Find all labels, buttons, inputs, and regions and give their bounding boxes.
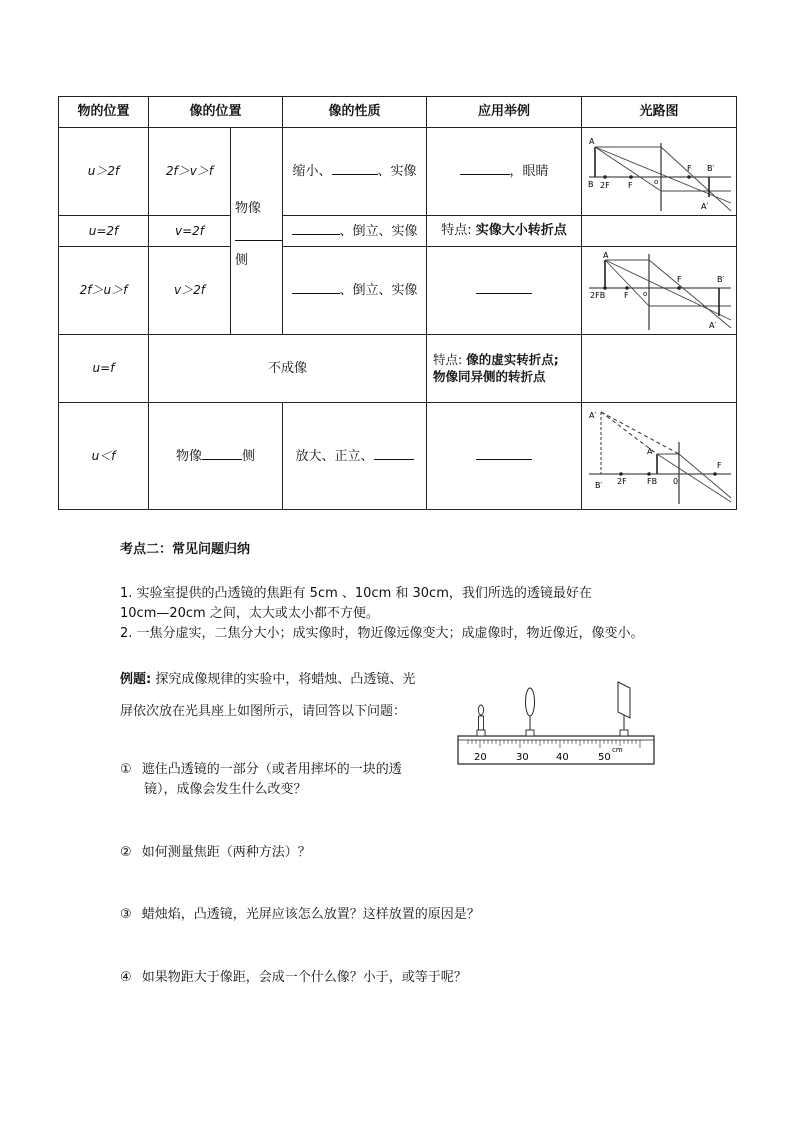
d2-dot-2fb bbox=[603, 286, 607, 290]
ray-diagram-2 bbox=[585, 250, 733, 332]
row1-nature-blank bbox=[332, 162, 378, 175]
row3-v: v＞2f bbox=[149, 247, 231, 335]
row2-app-bold: 实像大小转折点 bbox=[475, 223, 567, 239]
d3-dot-2f bbox=[619, 472, 623, 476]
d1-dot-f bbox=[629, 175, 633, 179]
bench-tick-50: 50 bbox=[598, 752, 611, 763]
row4-app-label: 特点: bbox=[433, 351, 463, 367]
row5-v-a: 物像 bbox=[175, 448, 202, 464]
row1-ray bbox=[582, 128, 737, 216]
side-blank bbox=[235, 228, 283, 241]
row3-ray bbox=[582, 247, 737, 335]
header-image-nature: 像的性质 bbox=[283, 97, 427, 128]
row1-nature bbox=[283, 128, 427, 216]
row2-app-label: 特点: bbox=[441, 223, 472, 239]
d2-label-F: F bbox=[624, 290, 629, 300]
question-1-line1: 遮住凸透镜的一部分（或者用摔坏的一块的透 bbox=[141, 762, 402, 777]
question-2-number: ② bbox=[120, 845, 132, 860]
row3-nature-blank bbox=[292, 281, 340, 294]
side-label-bottom: 侧 bbox=[235, 253, 249, 268]
candle-icon bbox=[477, 705, 485, 736]
row4-no-image: 不成像 bbox=[149, 335, 427, 403]
row5-u: u＜f bbox=[59, 403, 149, 510]
d3-label-O: 0 bbox=[673, 477, 679, 486]
example-text2: 屏依次放在光具座上如图所示，请回答以下问题： bbox=[120, 704, 407, 719]
d3-virtual-ray-a bbox=[601, 412, 679, 454]
question-1-line2: 镜），成像会发生什么改变？ bbox=[144, 782, 307, 797]
bench-unit: cm bbox=[612, 746, 623, 754]
d2-label-Bp: B′ bbox=[717, 274, 725, 284]
d3-label-FB: FB bbox=[647, 477, 658, 486]
d1-label-2F: 2F bbox=[600, 180, 610, 190]
row3-nature-b: 、倒立、实像 bbox=[339, 283, 418, 299]
d2-dot-f bbox=[625, 286, 629, 290]
header-ray-diagram: 光路图 bbox=[582, 97, 737, 128]
question-4-number: ④ bbox=[120, 970, 132, 985]
question-1-number: ① bbox=[120, 762, 132, 777]
row5-v-b: 侧 bbox=[242, 448, 256, 464]
question-4-text: 如果物距大于像距，会成一个什么像？小于，或等于呢？ bbox=[141, 970, 467, 985]
row5-v bbox=[149, 403, 283, 510]
row1-app-b: ，眼睛 bbox=[509, 164, 549, 180]
row2-nature-b: 、倒立、实像 bbox=[339, 223, 418, 239]
question-4 bbox=[120, 966, 467, 985]
question-3-number: ③ bbox=[120, 907, 132, 922]
optical-bench-figure bbox=[454, 680, 660, 772]
d1-label-F: F bbox=[628, 180, 633, 190]
header-application: 应用举例 bbox=[427, 97, 582, 128]
section-item2: 2. 一焦分虚实，二焦分大小；成实像时，物近像远像变大；成虚像时，物近像近，像变小。 bbox=[120, 626, 644, 641]
d1-ray-c bbox=[595, 147, 731, 203]
row4-u: u=f bbox=[59, 335, 149, 403]
example-line1 bbox=[120, 668, 415, 687]
d3-ray-b bbox=[679, 454, 731, 498]
convex-lens-icon bbox=[526, 688, 535, 736]
d1-label-B: B bbox=[588, 179, 594, 189]
lens-imaging-table bbox=[58, 96, 737, 510]
row2-v: v=2f bbox=[149, 216, 231, 247]
question-2 bbox=[120, 841, 311, 860]
section-title: 考点二：常见问题归纳 bbox=[120, 542, 251, 557]
d3-label-A: A bbox=[647, 447, 653, 456]
row5-ray bbox=[582, 403, 737, 510]
row4-app-bold2: 物像同异侧的转折点 bbox=[433, 368, 546, 384]
row1-app-blank bbox=[460, 162, 510, 175]
d1-ray-b bbox=[661, 147, 731, 211]
bench-tick-20: 20 bbox=[474, 752, 487, 763]
row5-v-blank bbox=[202, 447, 242, 460]
row2-u: u=2f bbox=[59, 216, 149, 247]
d1-label-Bp: B′ bbox=[707, 163, 715, 173]
row5-nature bbox=[283, 403, 427, 510]
d3-dot-f bbox=[647, 472, 651, 476]
ray-diagram-3 bbox=[585, 406, 733, 506]
d2-label-A: A bbox=[603, 250, 609, 260]
image-side-cell bbox=[231, 128, 283, 335]
row3-app bbox=[427, 247, 582, 335]
row2-nature-blank bbox=[292, 222, 340, 235]
row4-ray-empty bbox=[582, 335, 737, 403]
side-label-top: 物像 bbox=[235, 201, 262, 216]
row3-app-blank bbox=[476, 281, 532, 294]
row2-ray-empty bbox=[582, 216, 737, 247]
d2-label-2FB: 2FB bbox=[590, 290, 606, 300]
row2-app bbox=[427, 216, 582, 247]
section-item1-line2: 10cm—20cm 之间，太大或太小都不方便。 bbox=[120, 606, 379, 621]
d1-label-F-right: F bbox=[687, 163, 692, 173]
header-image-position: 像的位置 bbox=[149, 97, 283, 128]
row1-nature-a: 缩小、 bbox=[292, 164, 332, 180]
d1-label-A: A bbox=[589, 136, 595, 146]
section-item1-line1: 1. 实验室提供的凸透镜的焦距有 5cm 、10cm 和 30cm，我们所选的透镜最好在 bbox=[120, 586, 592, 601]
example-text1: 探究成像规律的实验中，将蜡烛、凸透镜、光 bbox=[155, 672, 416, 687]
example-label: 例题: bbox=[120, 672, 152, 687]
d1-dot-f-right bbox=[687, 175, 691, 179]
row1-app bbox=[427, 128, 582, 216]
d1-label-Ap: A′ bbox=[701, 201, 709, 211]
row5-nature-a: 放大、正立、 bbox=[295, 448, 374, 464]
question-3 bbox=[120, 903, 480, 922]
row2-nature bbox=[283, 216, 427, 247]
d3-label-2F: 2F bbox=[617, 477, 627, 486]
row1-nature-b: 、实像 bbox=[377, 164, 417, 180]
header-object-position: 物的位置 bbox=[59, 97, 149, 128]
row5-nature-blank bbox=[374, 447, 414, 460]
d3-label-Ap: A′ bbox=[589, 411, 597, 420]
d2-ray-c bbox=[605, 260, 731, 320]
row4-app bbox=[427, 335, 582, 403]
question-3-text: 蜡烛焰，凸透镜，光屏应该怎么放置？这样放置的原因是？ bbox=[141, 907, 480, 922]
row3-u: 2f＞u＞f bbox=[59, 247, 149, 335]
row5-app-blank bbox=[476, 447, 532, 460]
question-2-text: 如何测量焦距（两种方法）？ bbox=[141, 845, 311, 860]
light-screen-icon bbox=[618, 682, 630, 736]
row1-v: 2f＞v＞f bbox=[149, 128, 231, 216]
bench-tick-40: 40 bbox=[556, 752, 569, 763]
d1-dot-2f bbox=[603, 175, 607, 179]
row1-u: u＞2f bbox=[59, 128, 149, 216]
d3-label-F-right: F bbox=[717, 461, 722, 470]
d2-label-O: o bbox=[643, 289, 648, 298]
d2-dot-f-right bbox=[677, 286, 681, 290]
d2-label-Ap: A′ bbox=[709, 320, 717, 330]
d3-dot-f-right bbox=[713, 472, 717, 476]
row3-nature bbox=[283, 247, 427, 335]
ray-diagram-1 bbox=[585, 131, 733, 213]
row5-app bbox=[427, 403, 582, 510]
d2-label-F-right: F bbox=[677, 274, 682, 284]
bench-tick-30: 30 bbox=[516, 752, 529, 763]
question-1 bbox=[120, 758, 402, 777]
d1-label-O: o bbox=[654, 177, 659, 186]
row4-app-bold1: 像的虚实转折点; bbox=[466, 351, 559, 367]
d3-label-Bp: B′ bbox=[595, 481, 603, 490]
